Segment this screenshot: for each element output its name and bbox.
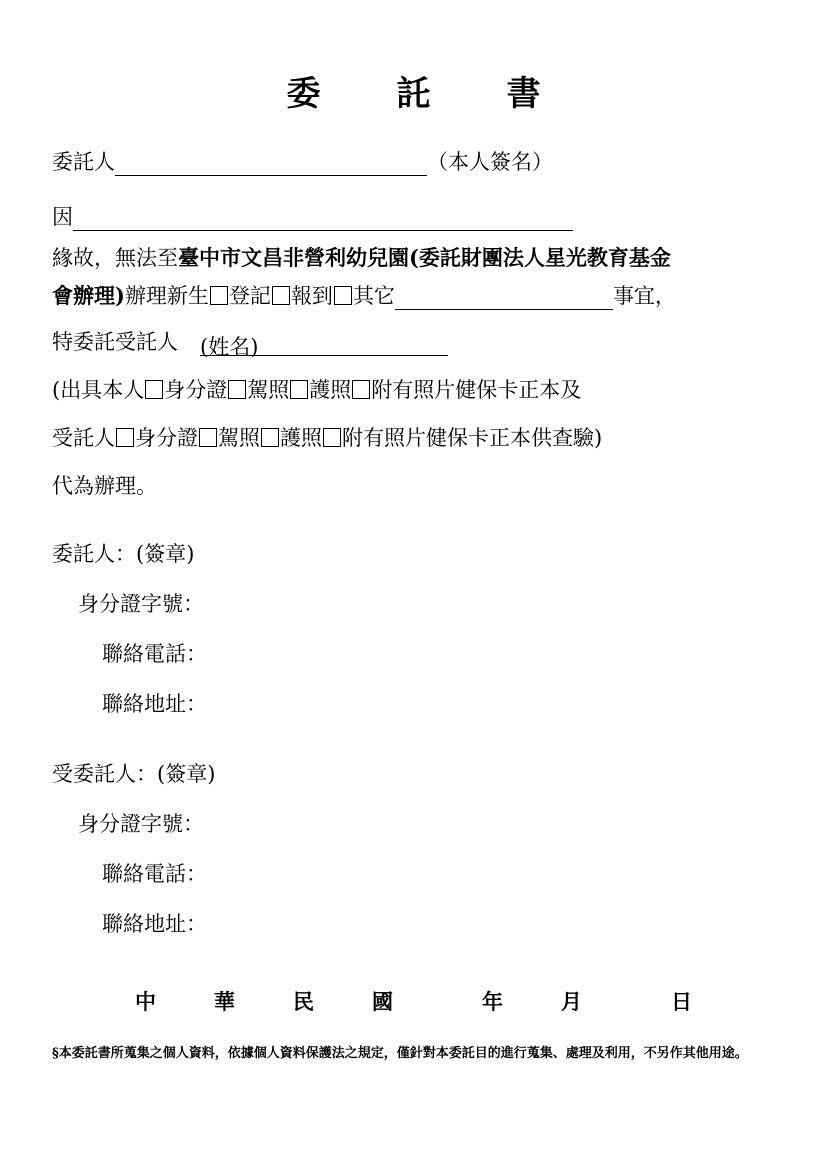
- option-passport: 護照: [280, 426, 322, 450]
- principal-address-label: 聯絡地址：: [102, 692, 207, 716]
- checkbox-other[interactable]: [334, 286, 352, 305]
- agent-label: 特委託受託人: [52, 330, 178, 354]
- checkbox-agent-idcard[interactable]: [116, 428, 134, 447]
- checkbox-principal-license[interactable]: [228, 380, 246, 399]
- principal-note: （本人簽名）: [427, 150, 553, 174]
- principal-signature-field[interactable]: [115, 153, 427, 176]
- option-license: 駕照: [218, 426, 260, 450]
- checkbox-agent-license[interactable]: [199, 428, 217, 447]
- principal-signature-line: [52, 148, 553, 176]
- title-char: 委: [286, 74, 321, 114]
- principal-id-label: 身分證字號：: [78, 592, 204, 616]
- option-idcard: 身分證: [135, 426, 198, 450]
- handling-line: 代為辦理。: [52, 474, 157, 498]
- principal-docs-prefix: (出具本人: [52, 378, 145, 402]
- date-line: [0, 986, 827, 1016]
- option-passport: 護照: [309, 378, 352, 402]
- principal-phone-label: 聯絡電話：: [102, 642, 207, 666]
- reason-line: [52, 203, 573, 231]
- other-field[interactable]: [395, 287, 613, 310]
- title-char: 託: [396, 74, 431, 114]
- school-name-end: 會辦理): [52, 283, 125, 308]
- option-report: 報到: [290, 284, 333, 308]
- date-char: 國: [372, 989, 393, 1014]
- date-char: 日: [671, 989, 692, 1014]
- agent-docs-line: [52, 424, 602, 452]
- reason-continuation: 緣故，無法至: [52, 246, 178, 270]
- checkbox-agent-healthcard[interactable]: [323, 428, 341, 447]
- option-other: 其它: [352, 284, 395, 308]
- reason-label: 因: [52, 205, 73, 229]
- agent-sign-label: 受委託人：(簽章): [52, 762, 216, 786]
- purpose-text: 辦理新生: [124, 284, 209, 308]
- date-char: 年: [482, 989, 503, 1014]
- checkbox-agent-passport[interactable]: [261, 428, 279, 447]
- option-license: 駕照: [247, 378, 290, 402]
- purpose-suffix: 事宜，: [612, 284, 676, 308]
- date-char: 月: [561, 989, 582, 1014]
- checkbox-principal-idcard[interactable]: [145, 380, 163, 399]
- agent-line: [52, 328, 448, 359]
- agent-address-label: 聯絡地址：: [102, 912, 207, 936]
- date-char: 民: [293, 989, 314, 1014]
- principal-label: 委託人: [52, 150, 115, 174]
- reason-field[interactable]: [73, 208, 573, 231]
- principal-sign-label: 委託人：(簽章): [52, 542, 195, 566]
- checkbox-register[interactable]: [210, 286, 228, 305]
- school-line: [52, 244, 671, 272]
- date-char: 華: [214, 989, 235, 1014]
- agent-id-label: 身分證字號：: [78, 812, 204, 836]
- checkbox-principal-healthcard[interactable]: [352, 380, 370, 399]
- purpose-line: [52, 282, 676, 310]
- option-register: 登記: [228, 284, 271, 308]
- title-char: 書: [506, 74, 541, 114]
- document-title: [0, 66, 827, 115]
- agent-name-field[interactable]: [200, 333, 448, 359]
- option-healthcard: 附有照片健保卡正本供查驗): [342, 426, 603, 450]
- date-char: 中: [135, 989, 156, 1014]
- agent-phone-label: 聯絡電話：: [102, 862, 207, 886]
- checkbox-report[interactable]: [272, 286, 290, 305]
- option-idcard: 身分證: [164, 378, 228, 402]
- privacy-note: §本委託書所蒐集之個人資料，依據個人資料保護法之規定，僅針對本委託目的進行蒐集、處理及利用，不另作其他用途。: [52, 1046, 748, 1061]
- agent-docs-prefix: 受託人: [52, 426, 115, 450]
- option-healthcard: 附有照片健保卡正本及: [371, 378, 582, 402]
- principal-docs-line: [52, 376, 581, 404]
- agent-name-hint: (姓名): [200, 335, 259, 359]
- checkbox-principal-passport[interactable]: [290, 380, 308, 399]
- school-name: 臺中市文昌非營利幼兒園(委託財團法人星光教育基金: [178, 245, 671, 270]
